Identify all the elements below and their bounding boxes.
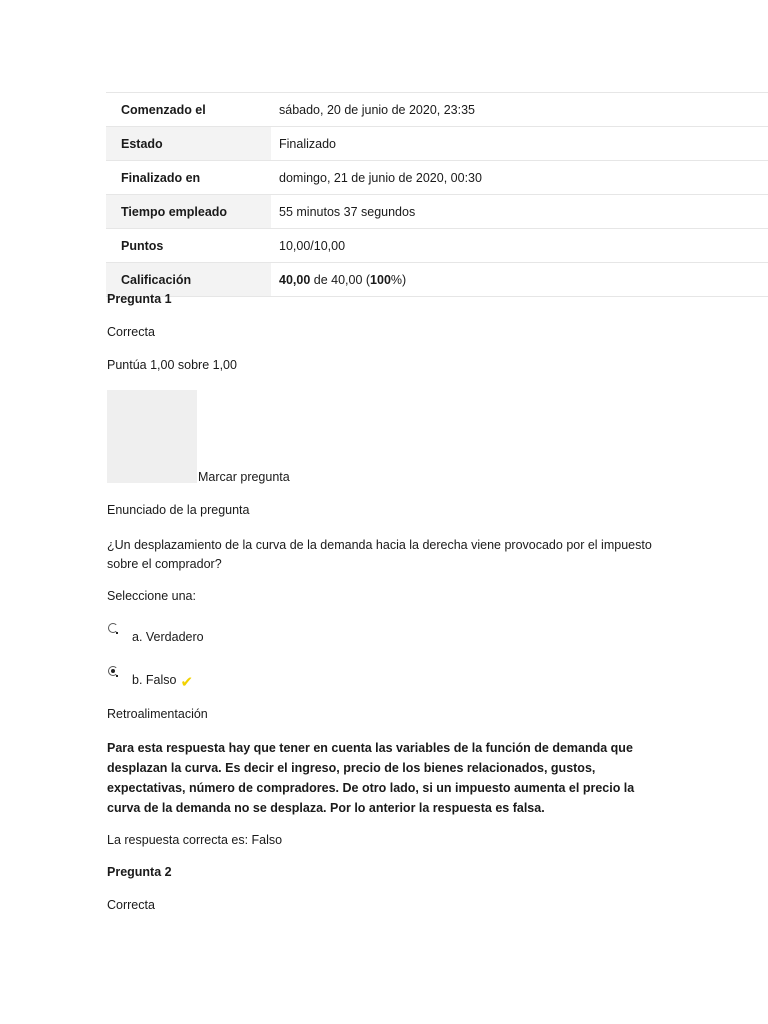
- summary-label: Finalizado en: [106, 161, 271, 195]
- correct-check-icon: ✔: [180, 674, 194, 691]
- summary-row: [106, 127, 768, 161]
- summary-row: [106, 263, 768, 297]
- grade-obtained: 40,00: [279, 272, 311, 287]
- summary-label: Comenzado el: [106, 93, 271, 127]
- summary-row: [106, 195, 768, 229]
- summary-value: Finalizado: [271, 127, 768, 161]
- summary-row: [106, 161, 768, 195]
- question-status: Correcta: [107, 325, 155, 339]
- question-text: ¿Un desplazamiento de la curva de la demanda hacia la derecha viene provocado por el impuesto sobre el comprador?: [107, 538, 652, 571]
- summary-label: Estado: [106, 127, 271, 161]
- statement-heading: Enunciado de la pregunta: [107, 503, 250, 517]
- option-b[interactable]: [107, 673, 193, 691]
- summary-row: [106, 229, 768, 263]
- question-score: Puntúa 1,00 sobre 1,00: [107, 358, 237, 372]
- summary-row: [106, 93, 768, 127]
- flag-question-link[interactable]: Marcar pregunta: [198, 470, 290, 484]
- summary-value: 10,00/10,00: [271, 229, 768, 263]
- summary-label: Calificación: [106, 263, 271, 297]
- select-prompt: Seleccione una:: [107, 589, 196, 603]
- question-number: Pregunta 2: [107, 865, 172, 879]
- attempt-summary-table: [106, 92, 768, 297]
- question-number: Pregunta 1: [107, 292, 172, 306]
- radio-selected-icon[interactable]: [107, 665, 121, 679]
- grade-total: de 40,00 (: [310, 272, 371, 287]
- question-status: Correcta: [107, 898, 155, 912]
- feedback-text: Para esta respuesta hay que tener en cuenta las variables de la función de demanda que desplazan la curva. Es decir el ingreso, precio de los bienes relacionados, gustos, expectativas, número de compradores. De otro lado, si un impuesto aumenta el precio la curva de la demanda no se desplaza. Por lo anterior la respuesta es falsa.: [107, 741, 635, 815]
- summary-grade-value: [271, 263, 768, 297]
- grade-percent-suffix: %): [390, 272, 407, 287]
- correct-answer: La respuesta correcta es: Falso: [107, 833, 283, 847]
- option-label: a. Verdadero: [132, 630, 204, 644]
- radio-unselected-icon[interactable]: [107, 622, 121, 636]
- option-a[interactable]: [107, 630, 204, 644]
- feedback-heading: Retroalimentación: [107, 707, 208, 721]
- summary-label: Tiempo empleado: [106, 195, 271, 229]
- summary-value: 55 minutos 37 segundos: [271, 195, 768, 229]
- summary-value: domingo, 21 de junio de 2020, 00:30: [271, 161, 768, 195]
- option-label: b. Falso: [132, 673, 177, 687]
- flag-question-box[interactable]: [107, 390, 197, 483]
- summary-value: sábado, 20 de junio de 2020, 23:35: [271, 93, 768, 127]
- summary-label: Puntos: [106, 229, 271, 263]
- grade-percent: 100: [370, 272, 391, 287]
